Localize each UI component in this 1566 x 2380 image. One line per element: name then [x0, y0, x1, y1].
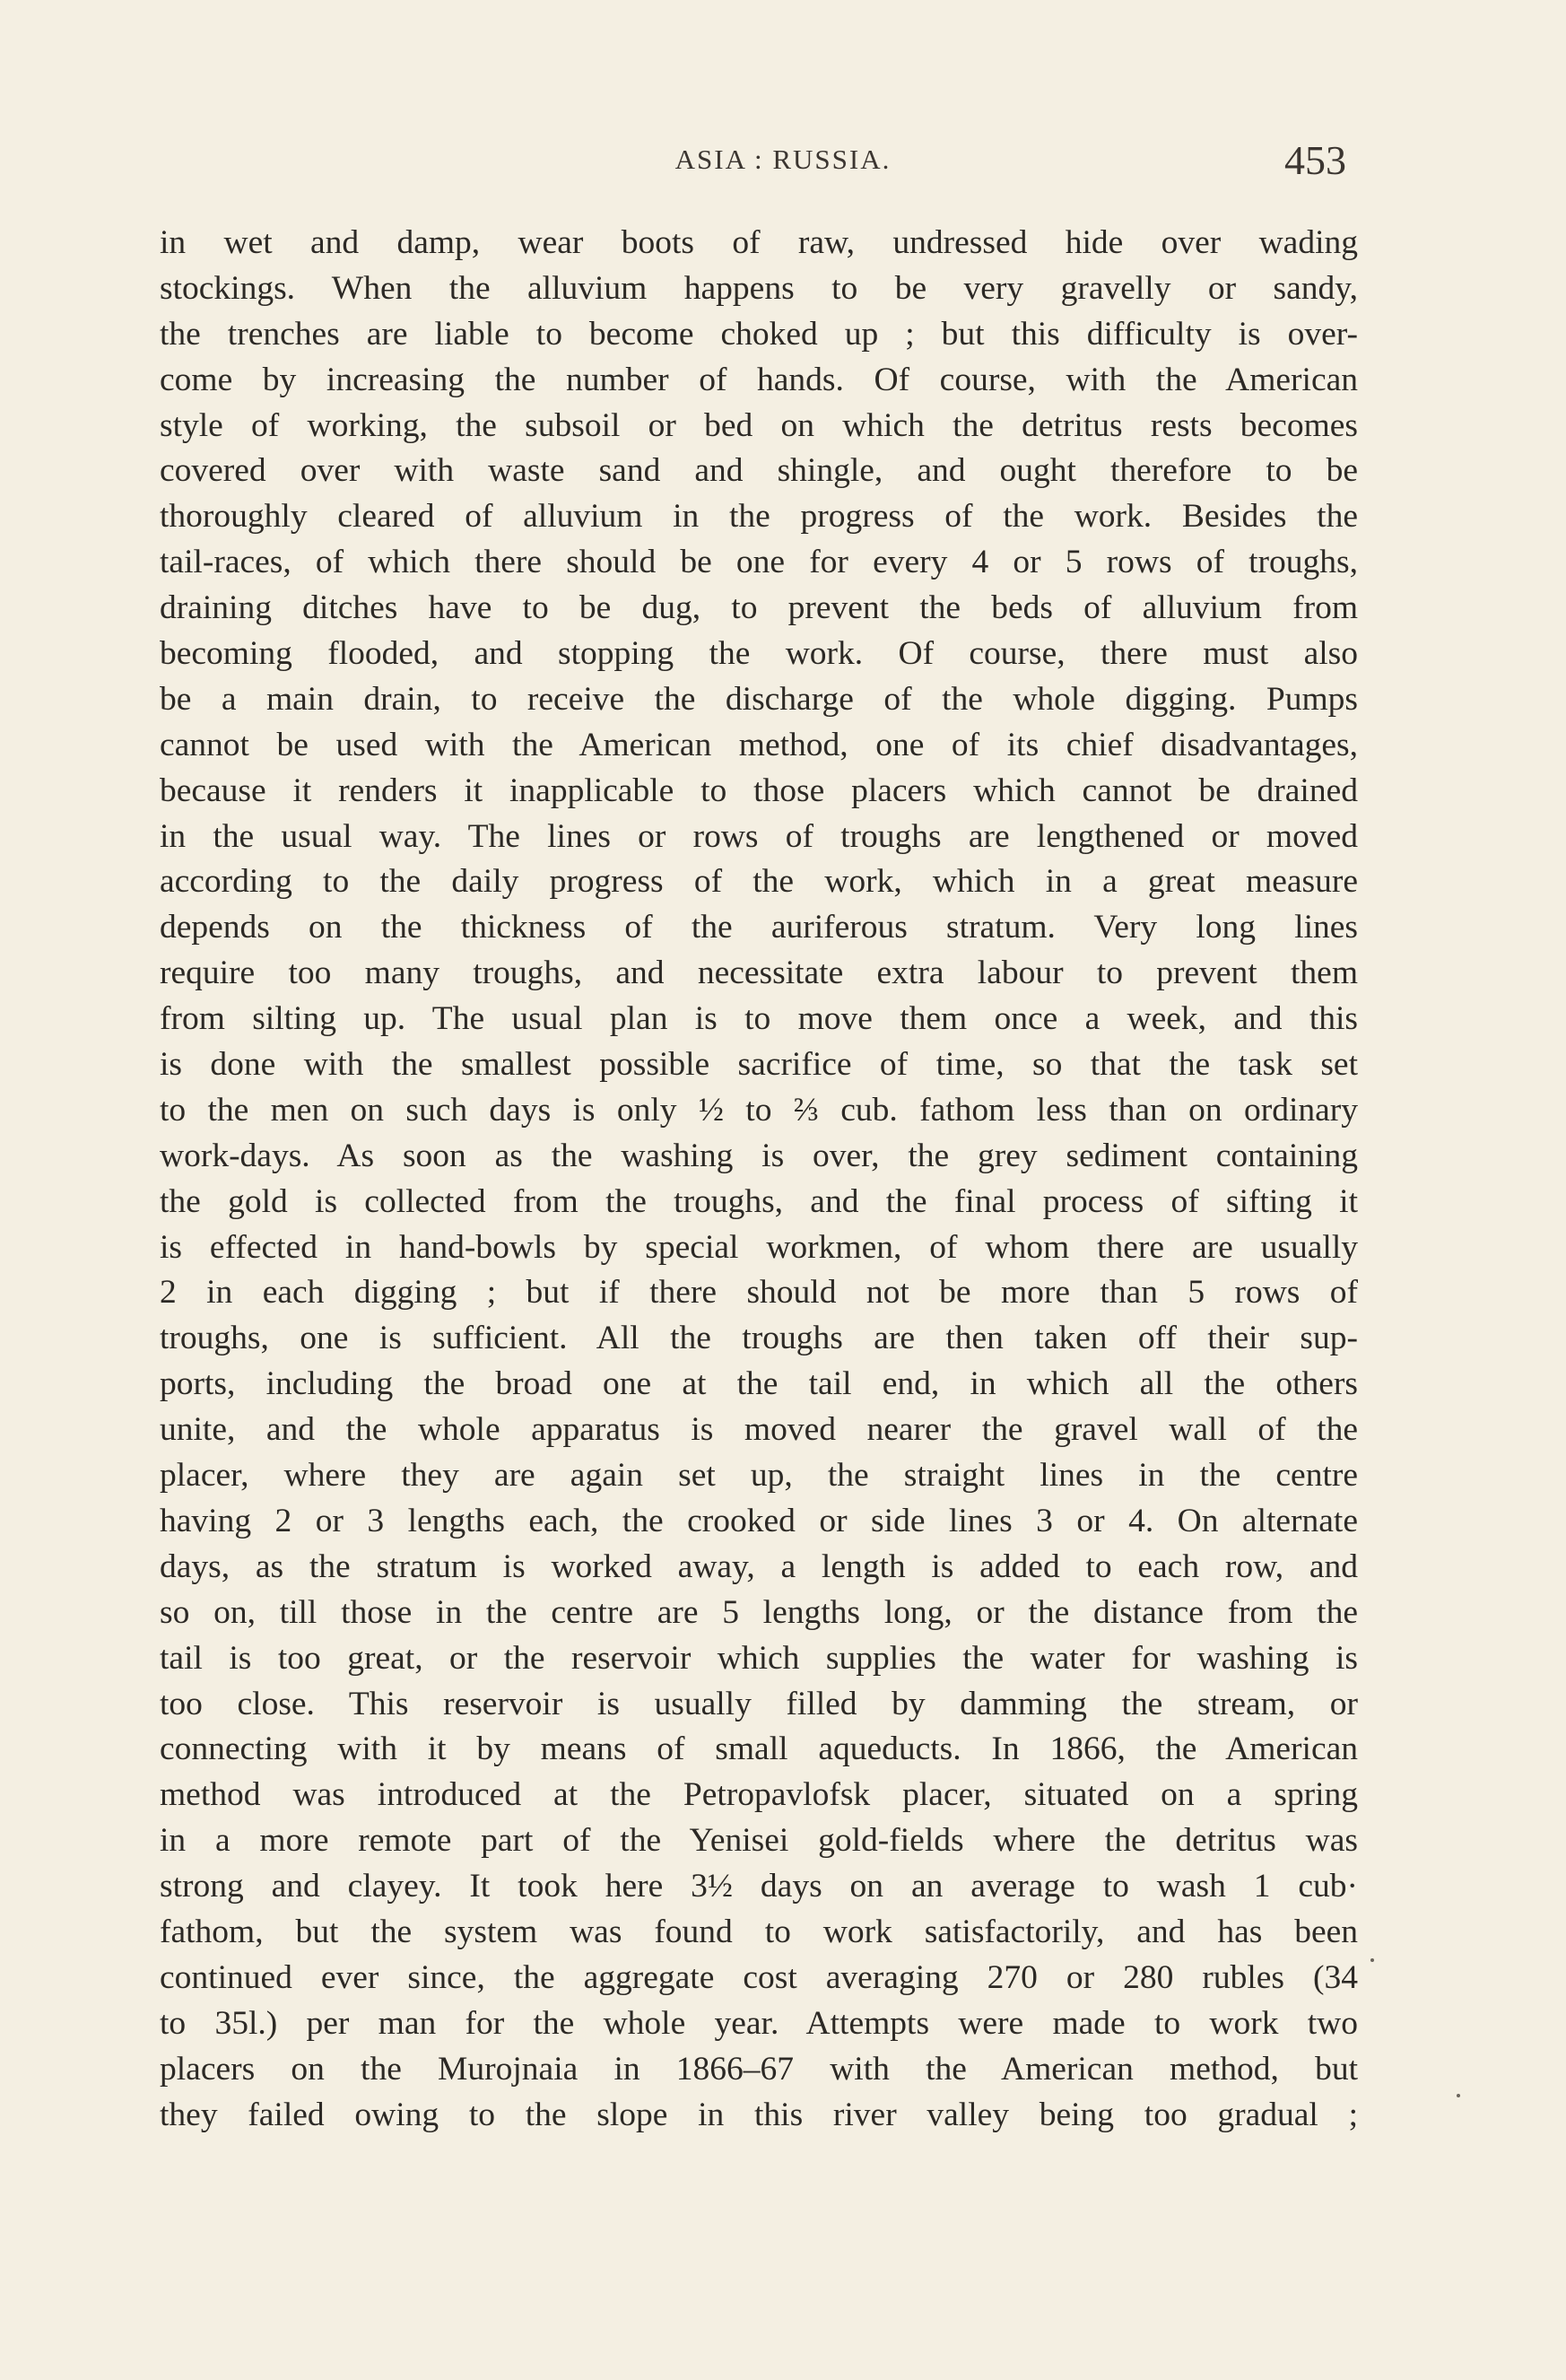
text-line: depends on the thickness of the auriferous stratum. Very long lines — [160, 909, 1358, 946]
text-line: work-days. As soon as the washing is over, the grey sediment containing — [160, 1137, 1358, 1174]
text-line: connecting with it by means of small aqueducts. In 1866, the American — [160, 1731, 1358, 1768]
text-line: the trenches are liable to become choked up ; but this difficulty is over- — [160, 315, 1358, 353]
text-line: style of working, the subsoil or bed on which the detritus rests becomes — [160, 406, 1358, 444]
text-line: require too many troughs, and necessitate extra labour to prevent them — [160, 955, 1358, 992]
text-line: come by increasing the number of hands. Of course, with the American — [160, 361, 1358, 398]
text-line: is done with the smallest possible sacrifice of time, so that the task set — [160, 1046, 1358, 1084]
text-line: strong and clayey. It took here 3½ days on an average to wash 1 cub· — [160, 1868, 1358, 1905]
text-line: too close. This reservoir is usually filled by damming the stream, or — [160, 1685, 1358, 1722]
text-line: to the men on such days is only ½ to ⅔ cub. fathom less than on ordinary — [160, 1091, 1358, 1129]
running-head: ASIA : RUSSIA. — [674, 144, 892, 175]
text-line: troughs, one is sufficient. All the troughs are then taken off their sup- — [160, 1320, 1358, 1357]
text-line: thoroughly cleared of alluvium in the progress of the work. Besides the — [160, 498, 1358, 536]
text-line: covered over with waste sand and shingle, and ought therefore to be — [160, 452, 1358, 490]
text-line: becoming flooded, and stopping the work. Of course, there must also — [160, 635, 1358, 673]
text-line: according to the daily progress of the work, which in a great measure — [160, 863, 1358, 901]
text-line: in the usual way. The lines or rows of troughs are lengthened or moved — [160, 817, 1358, 855]
text-line: is effected in hand-bowls by special workmen, of whom there are usually — [160, 1228, 1358, 1266]
text-line: placers on the Murojnaia in 1866–67 with the American method, but — [160, 2050, 1358, 2088]
text-line: they failed owing to the slope in this river valley being too gradual ; — [160, 2096, 1358, 2133]
text-line: unite, and the whole apparatus is moved nearer the gravel wall of the — [160, 1411, 1358, 1449]
text-line: be a main drain, to receive the discharge of the whole digging. Pumps — [160, 680, 1358, 718]
text-line: in a more remote part of the Yenisei gold-fields where the detritus was — [160, 1822, 1358, 1860]
text-line: fathom, but the system was found to work satisfactorily, and has been — [160, 1913, 1358, 1950]
text-line: so on, till those in the centre are 5 lengths long, or the distance from the — [160, 1593, 1358, 1631]
text-line: ports, including the broad one at the tail end, in which all the others — [160, 1365, 1358, 1403]
text-line: method was introduced at the Petropavlofsk placer, situated on a spring — [160, 1776, 1358, 1814]
text-line: the gold is collected from the troughs, and the final process of sifting it — [160, 1182, 1358, 1220]
text-line: placer, where they are again set up, the straight lines in the centre — [160, 1457, 1358, 1495]
text-line: days, as the stratum is worked away, a length is added to each row, and — [160, 1547, 1358, 1585]
text-line: cannot be used with the American method, one of its chief disadvantages, — [160, 726, 1358, 763]
print-speck — [1370, 1958, 1374, 1962]
text-line: stockings. When the alluvium happens to be very gravelly or sandy, — [160, 269, 1358, 307]
text-line: having 2 or 3 lengths each, the crooked or side lines 3 or 4. On alternate — [160, 1502, 1358, 1539]
text-line: draining ditches have to be dug, to prevent the beds of alluvium from — [160, 589, 1358, 627]
text-line: in wet and damp, wear boots of raw, undressed hide over wading — [160, 224, 1358, 261]
body-text — [160, 221, 1358, 2138]
text-line: tail is too great, or the reservoir which supplies the water for washing is — [160, 1639, 1358, 1677]
print-speck — [1457, 2094, 1460, 2097]
text-line: 2 in each digging ; but if there should not be more than 5 rows of — [160, 1274, 1358, 1312]
page-number: 453 — [1284, 137, 1346, 183]
text-line: to 35l.) per man for the whole year. Attempts were made to work two — [160, 2004, 1358, 2042]
page-header — [0, 0, 1566, 197]
text-line: because it renders it inapplicable to those placers which cannot be drained — [160, 772, 1358, 809]
text-line: from silting up. The usual plan is to move them once a week, and this — [160, 1000, 1358, 1038]
text-line: continued ever since, the aggregate cost averaging 270 or 280 rubles (34 — [160, 1958, 1358, 1996]
text-line: tail-races, of which there should be one for every 4 or 5 rows of troughs, — [160, 544, 1358, 581]
